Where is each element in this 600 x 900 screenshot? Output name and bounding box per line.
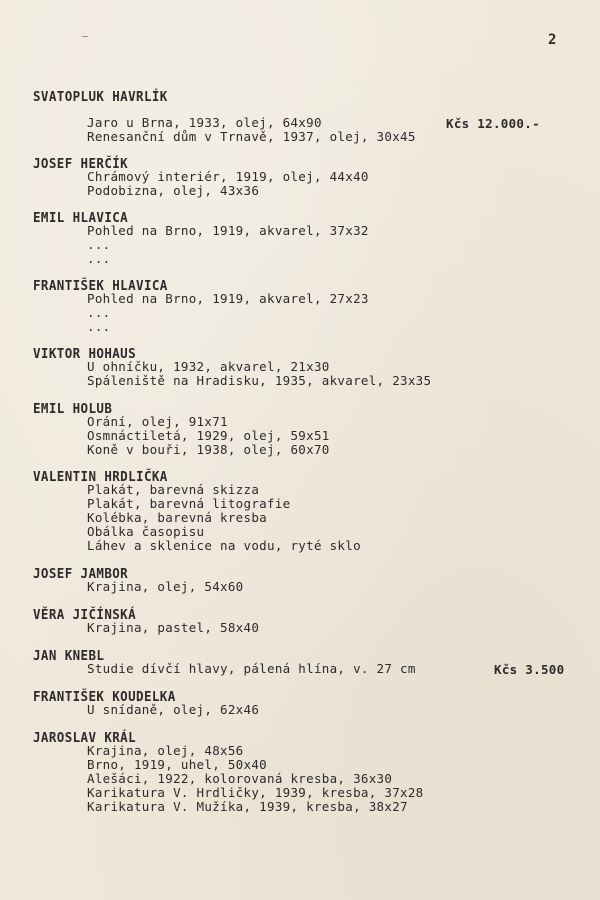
- price: Kčs 3.500: [494, 662, 565, 677]
- work-item: Koně v bouři, 1938, olej, 60x70: [87, 442, 330, 457]
- artist-name: JAROSLAV KRÁL: [33, 729, 137, 746]
- omitted-work-marker: ...: [87, 251, 111, 266]
- work-item: Plakát, barevná litografie: [87, 496, 291, 511]
- work-item: Spáleniště na Hradisku, 1935, akvarel, 23x35: [87, 373, 432, 388]
- work-item: Brno, 1919, uhel, 50x40: [87, 757, 267, 772]
- works-list: [87, 224, 369, 266]
- artist-name: FRANTIŠEK HLAVICA: [33, 277, 168, 294]
- works-list: [87, 292, 369, 334]
- works-list: [87, 360, 431, 388]
- artist-name: FRANTIŠEK KOUDELKA: [33, 688, 176, 705]
- work-item: Krajina, olej, 54x60: [87, 579, 244, 594]
- work-item: Renesanční dům v Trnavě, 1937, olej, 30x45: [87, 129, 416, 144]
- work-item: Kolébka, barevná kresba: [87, 510, 267, 525]
- works-list: [87, 170, 369, 198]
- work-item: Krajina, olej, 48x56: [87, 743, 244, 758]
- artist-name: VALENTIN HRDLIČKA: [33, 468, 168, 485]
- works-list: [87, 744, 424, 814]
- artist-name: EMIL HLAVICA: [33, 209, 129, 226]
- work-item: U snídaně, olej, 62x46: [87, 702, 260, 717]
- works-list: [87, 703, 259, 717]
- artist-name: SVATOPLUK HAVRLÍK: [33, 88, 168, 105]
- work-item: Osmnáctiletá, 1929, olej, 59x51: [87, 428, 330, 443]
- margin-mark: [82, 36, 88, 37]
- work-item: Krajina, pastel, 58x40: [87, 620, 260, 635]
- work-item: Studie dívčí hlavy, pálená hlína, v. 27 cm: [87, 661, 416, 676]
- work-item: Karikatura V. Mužíka, 1939, kresba, 38x27: [87, 799, 408, 814]
- work-item: U ohníčku, 1932, akvarel, 21x30: [87, 359, 330, 374]
- work-item: Obálka časopisu: [87, 524, 205, 539]
- artist-name: JOSEF HERČÍK: [33, 155, 129, 172]
- artist-name: JOSEF JAMBOR: [33, 565, 129, 582]
- work-item: Karikatura V. Hrdličky, 1939, kresba, 37x28: [87, 785, 424, 800]
- artist-name: VIKTOR HOHAUS: [33, 345, 137, 362]
- price: Kčs 12.000.-: [446, 116, 540, 131]
- works-list: [87, 662, 416, 676]
- work-item: Chrámový interiér, 1919, olej, 44x40: [87, 169, 369, 184]
- work-item: Plakát, barevná skizza: [87, 482, 260, 497]
- works-list: [87, 116, 416, 144]
- work-item: Podobizna, olej, 43x36: [87, 183, 260, 198]
- work-item: Láhev a sklenice na vodu, ryté sklo: [87, 538, 361, 553]
- work-item: Pohled na Brno, 1919, akvarel, 27x23: [87, 291, 369, 306]
- works-list: [87, 415, 330, 457]
- omitted-work-marker: ...: [87, 319, 111, 334]
- artist-name: EMIL HOLUB: [33, 400, 113, 417]
- work-item: Jaro u Brna, 1933, olej, 64x90: [87, 115, 322, 130]
- work-item: Alešáci, 1922, kolorovaná kresba, 36x30: [87, 771, 393, 786]
- omitted-work-marker: ...: [87, 305, 111, 320]
- works-list: [87, 621, 259, 635]
- artist-name: JAN KNEBL: [33, 647, 105, 664]
- omitted-work-marker: ...: [87, 237, 111, 252]
- works-list: [87, 483, 361, 553]
- artist-name: VĚRA JIČÍNSKÁ: [33, 606, 137, 623]
- works-list: [87, 580, 244, 594]
- work-item: Orání, olej, 91x71: [87, 414, 228, 429]
- work-item: Pohled na Brno, 1919, akvarel, 37x32: [87, 223, 369, 238]
- page-number: 2: [548, 32, 557, 48]
